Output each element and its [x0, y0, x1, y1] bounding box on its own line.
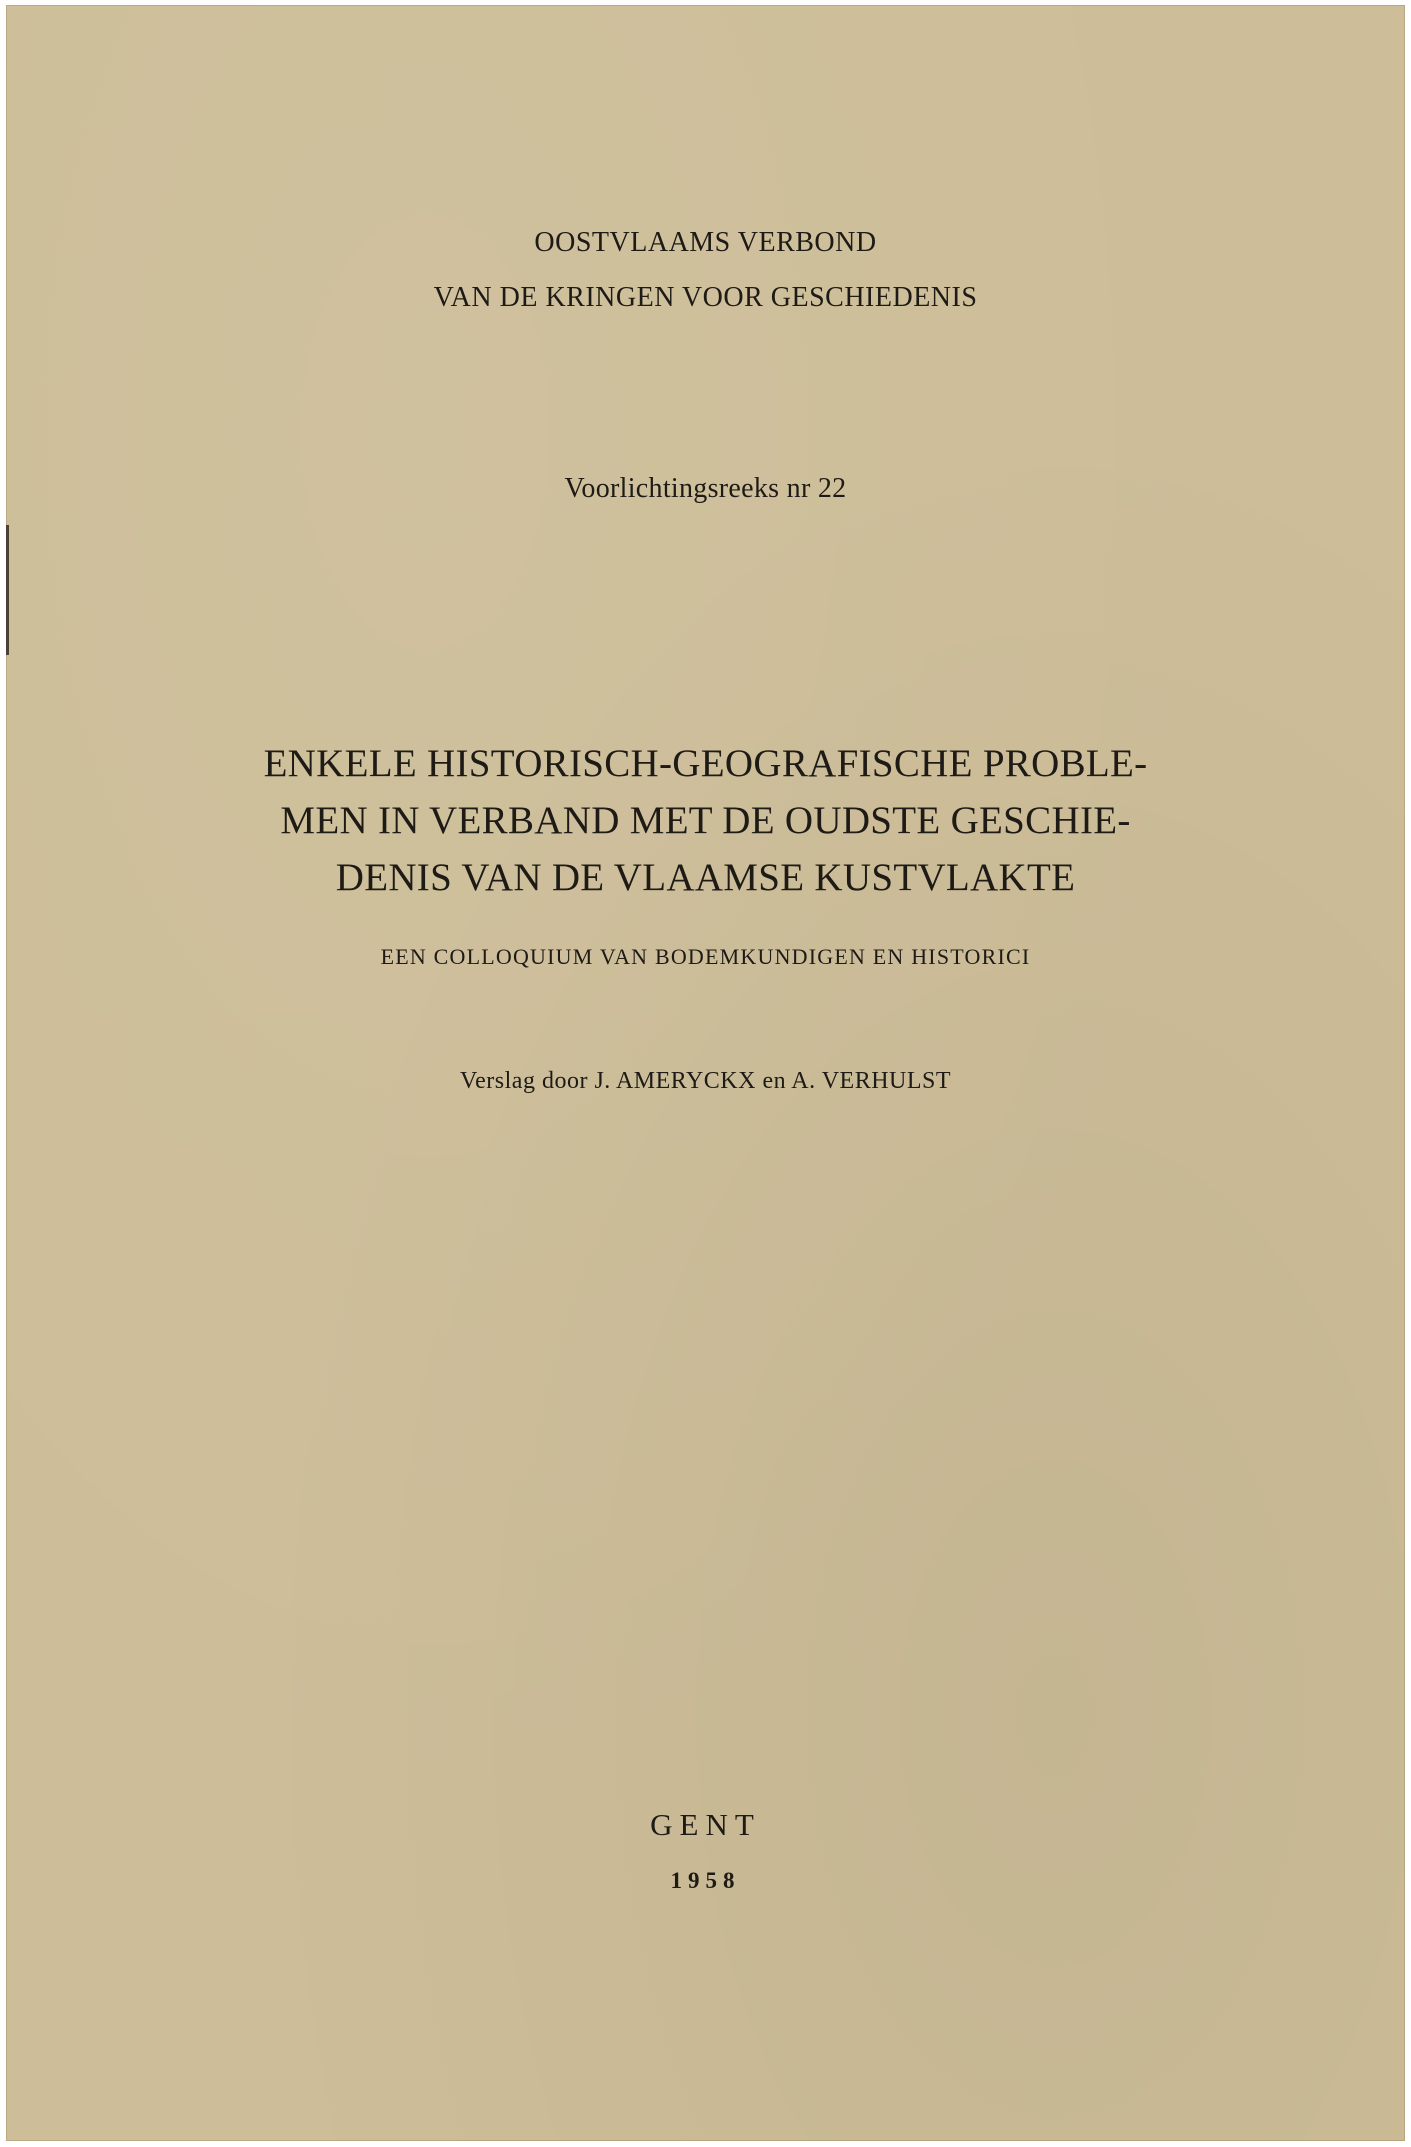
- series-label: Voorlichtingsreeks nr 22: [564, 473, 847, 504]
- organization-name-line-2: VAN DE KRINGEN VOOR GESCHIEDENIS: [433, 282, 978, 313]
- subtitle: EEN COLLOQUIUM VAN BODEMKUNDIGEN EN HISTORICI: [380, 944, 1031, 969]
- organization-name-line-1: OOSTVLAAMS VERBOND: [534, 227, 877, 258]
- book-cover: [6, 5, 1405, 2141]
- title-line-1: ENKELE HISTORISCH-GEOGRAFISCHE PROBLE-: [263, 742, 1148, 785]
- publication-year: 1958: [670, 1868, 741, 1893]
- publication-place: GENT: [650, 1807, 761, 1842]
- report-authors: Verslag door J. AMERYCKX en A. VERHULST: [459, 1068, 952, 1094]
- spine-edge-mark: [6, 525, 9, 655]
- title-line-3: DENIS VAN DE VLAAMSE KUSTVLAKTE: [335, 856, 1076, 899]
- title-line-2: MEN IN VERBAND MET DE OUDSTE GESCHIE-: [280, 799, 1131, 842]
